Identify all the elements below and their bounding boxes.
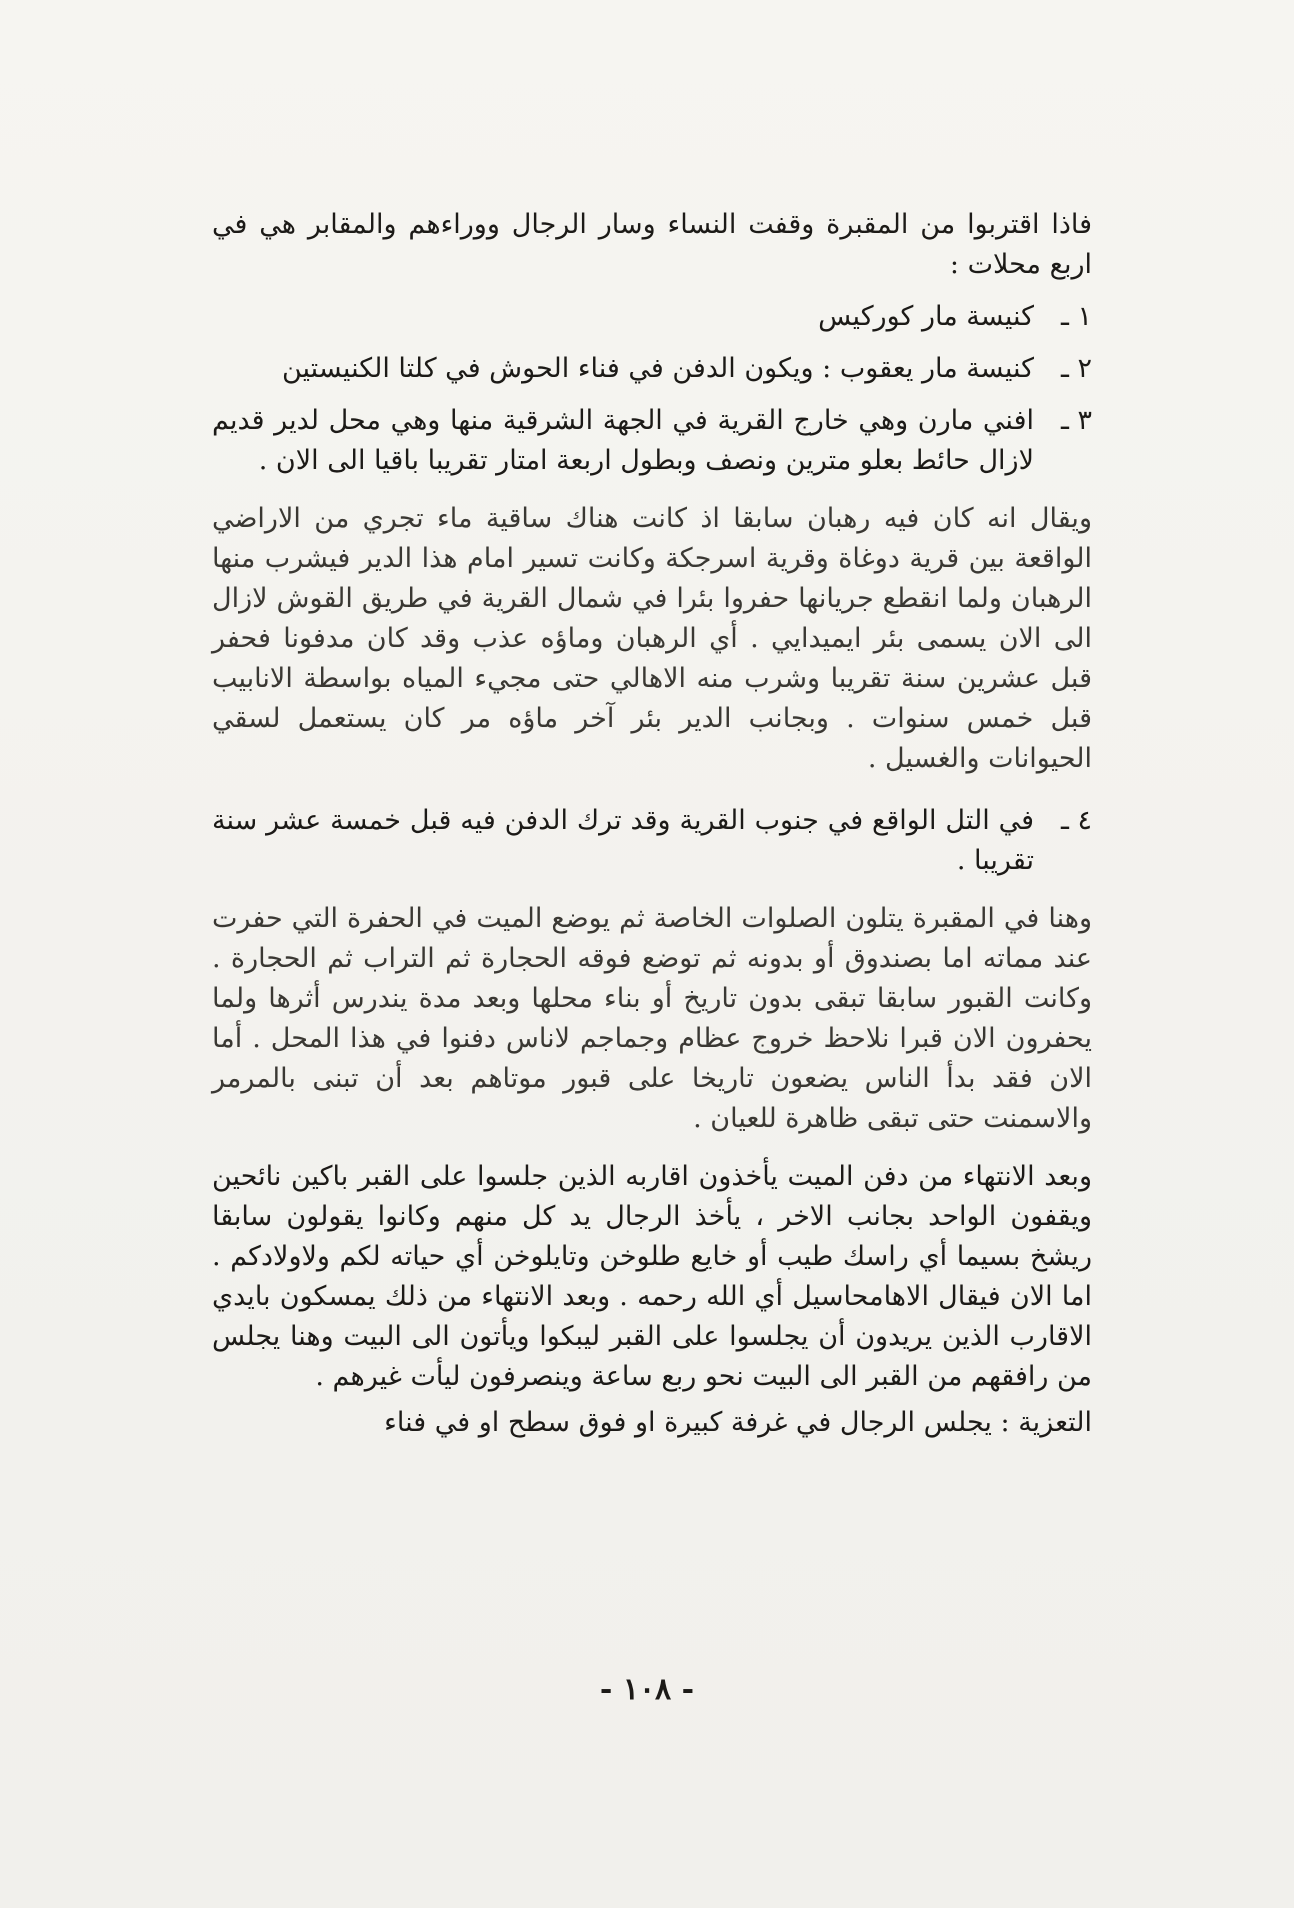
paragraph-intro: فاذا اقتربوا من المقبرة وقفت النساء وسار الرجال ووراءهم والمقابر هي في اربع محلات :	[212, 209, 1092, 280]
list-item-number: ٢ ـ	[1060, 353, 1092, 384]
page-body-text	[212, 205, 1092, 1443]
page-number: - ١٠٨ -	[599, 1672, 695, 1707]
list-item-text: افني مارن وهي خارج القرية في الجهة الشرقية منها وهي محل لدير قديم لازال حائط بعلو مترين ونصف وبطول اربعة امتار تقريبا باقيا الى الان .	[212, 405, 1034, 476]
paragraph-burial-prayers: وهنا في المقبرة يتلون الصلوات الخاصة ثم يوضع الميت في الحفرة التي حفرت عند مماته اما بصندوق أو بدونه ثم توضع فوقه الحجارة ثم التراب ثم الحجارة . وكانت القبور سابقا تبقى بدون تاريخ أو بناء محلها وبعد مدة يندرس أثرها ولما يحفرون الان قبرا نلاحظ خروج عظام وجماجم لاناس دفنوا في هذا المحل . أما الان فقد بدأ الناس يضعون تاريخا على قبور موتاهم بعد أن تبنى بالمرمر والاسمنت حتى تبقى ظاهرة للعيان .	[212, 903, 1092, 1134]
list-item	[212, 297, 1092, 337]
list-item-text: في التل الواقع في جنوب القرية وقد ترك الدفن فيه قبل خمسة عشر سنة تقريبا .	[212, 805, 1034, 876]
list-item	[212, 801, 1092, 881]
list-item	[212, 401, 1092, 481]
list-item-number: ١ ـ	[1060, 301, 1092, 332]
list-item-number: ٣ ـ	[1060, 405, 1092, 436]
list-item-number: ٤ ـ	[1060, 805, 1092, 836]
paragraph-condolence: التعزية : يجلس الرجال في غرفة كبيرة او فوق سطح او في فناء	[384, 1407, 1092, 1438]
list-item	[212, 349, 1092, 389]
paragraph-after-burial: وبعد الانتهاء من دفن الميت يأخذون اقاربه الذين جلسوا على القبر باكين نائحين ويقفون الواحد بجانب الاخر ، يأخذ الرجال يد كل منهم وكانوا يقولون سابقا ريشخ بسيما أي راسك طيب أو خايع طلوخن وتايلوخن أي حياته لكم ولاولادكم . اما الان فيقال الاهامحاسيل أي الله رحمه . وبعد الانتهاء من ذلك يمسكون بايدي الاقارب الذين يريدون أن يجلسوا على القبر ليبكوا ويأتون الى البيت وهنا يجلس من رافقهم من القبر الى البيت نحو ربع ساعة وينصرفون ليأت غيرهم .	[212, 1161, 1092, 1392]
cemetery-list-part-1	[212, 297, 1092, 481]
paragraph-monks-history: ويقال انه كان فيه رهبان سابقا اذ كانت هناك ساقية ماء تجري من الاراضي الواقعة بين قرية دوغاة وقرية اسرجكة وكانت تسير امام هذا الدير فيشرب منها الرهبان ولما انقطع جريانها حفروا بئرا في شمال القرية في طريق القوش لازال الى الان يسمى بئر ايميدايي . أي الرهبان وماؤه عذب وقد كان مدفونا فحفر قبل عشرين سنة تقريبا وشرب منه الاهالي حتى مجيء المياه بواسطة الانابيب قبل خمس سنوات . وبجانب الدير بئر آخر ماؤه مر كان يستعمل لسقي الحيوانات والغسيل .	[212, 503, 1092, 774]
list-item-text: كنيسة مار يعقوب : ويكون الدفن في فناء الحوش في كلتا الكنيستين	[281, 353, 1034, 384]
list-item-text: كنيسة مار كوركيس	[818, 301, 1034, 332]
cemetery-list-part-2	[212, 801, 1092, 881]
